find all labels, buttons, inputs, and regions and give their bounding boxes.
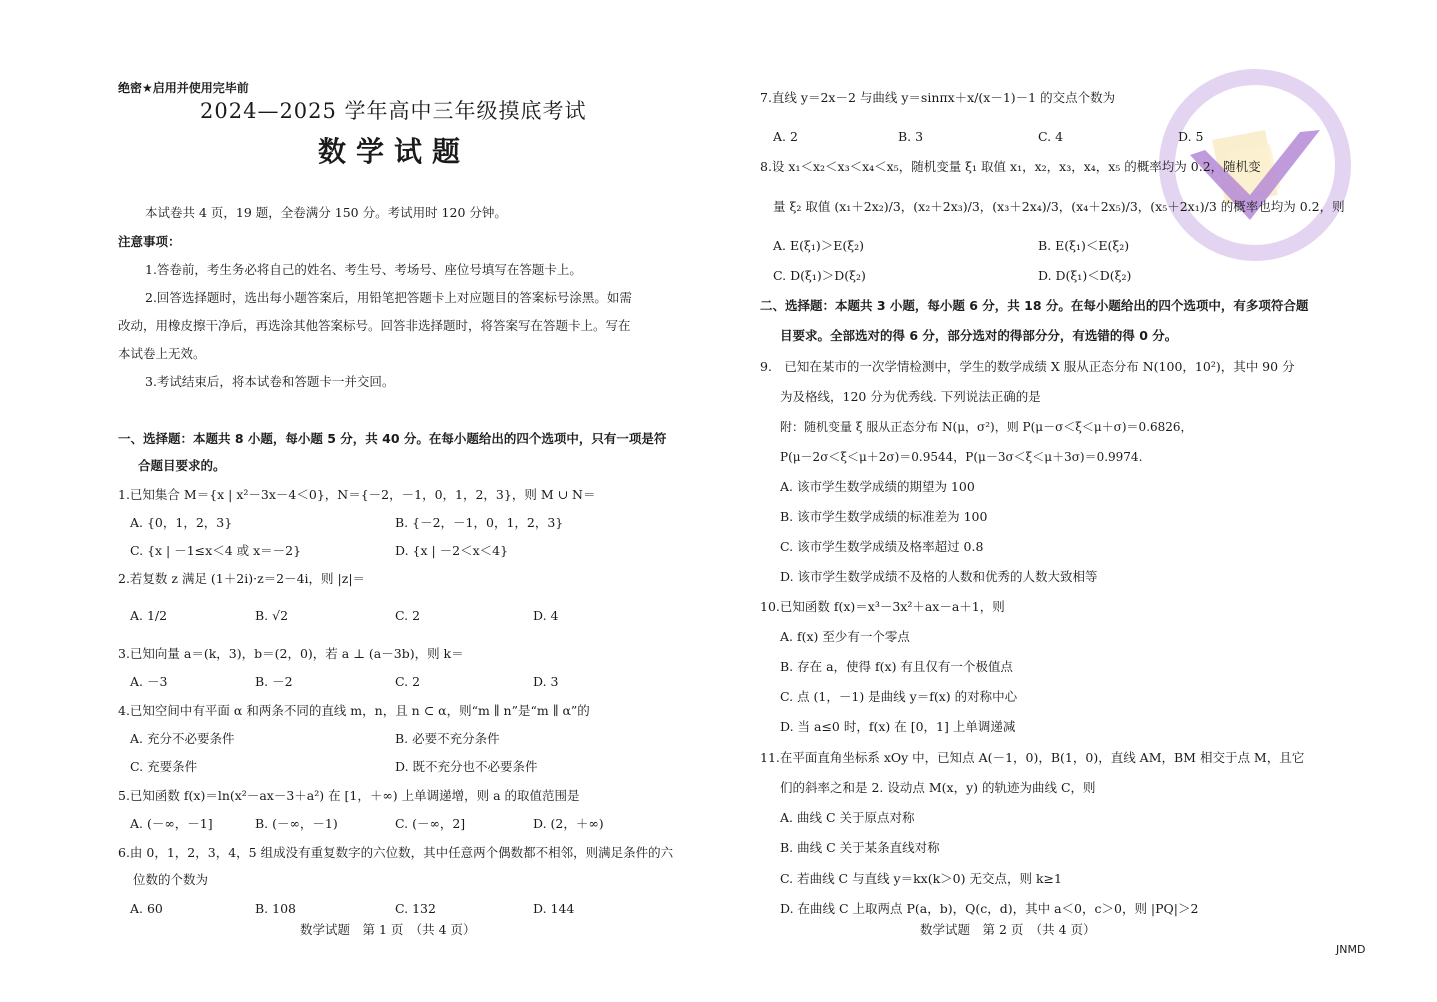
option: A. 充分不必要条件: [130, 731, 235, 746]
intro-text: 本试卷共 4 页，19 题，全卷满分 150 分。考试用时 120 分钟。: [145, 205, 507, 220]
question-11: 11.在平面直角坐标系 xOy 中，已知点 A(－1，0)，B(1，0)，直线 AM，BM 相交于点 M，且它: [760, 750, 1305, 765]
option: D. 该市学生数学成绩不及格的人数和优秀的人数大致相等: [780, 569, 1098, 584]
section-heading: 一、选择题：本题共 8 小题，每小题 5 分，共 40 分。在每小题给出的四个选项中，只有一项是符: [118, 431, 667, 446]
option: D. 144: [533, 901, 575, 916]
option: D. D(ξ₁)＜D(ξ₂): [1038, 268, 1132, 283]
option: D. {x | －2＜x＜4}: [395, 543, 509, 558]
corner-mark: JNMD: [1336, 943, 1366, 956]
question-3: 3.已知向量 a＝(k，3)，b＝(2，0)，若 a ⊥ (a－3b)，则 k＝: [118, 646, 464, 661]
question-7: 7.直线 y＝2x－2 与曲线 y＝sinπx＋x/(x－1)－1 的交点个数为: [760, 90, 1116, 105]
option: C. 2: [395, 608, 421, 623]
question-1: 1.已知集合 M＝{x | x²－3x－4＜0}，N＝{－2，－1，0，1，2，3}，则 M ∪ N＝: [118, 487, 596, 502]
section-heading: 目要求。全部选对的得 6 分，部分选对的得部分分，有选错的得 0 分。: [780, 328, 1178, 343]
section-heading: 二、选择题：本题共 3 小题，每小题 6 分，共 18 分。在每小题给出的四个选项中，有多项符合题: [760, 298, 1309, 313]
option: B. 3: [898, 129, 924, 144]
option: B. 必要不充分条件: [395, 731, 500, 746]
option: A. －3: [130, 674, 168, 689]
option: C. D(ξ₁)＞D(ξ₂): [773, 268, 866, 283]
notice-item: 1.答卷前，考生务必将自己的姓名、考生号、考场号、座位号填写在答题卡上。: [145, 262, 582, 277]
page-left: [0, 0, 718, 1002]
question-9-note: 附：随机变量 ξ 服从正态分布 N(μ，σ²)，则 P(μ－σ＜ξ＜μ＋σ)＝0.6826，: [780, 420, 1193, 434]
option: B. 曲线 C 关于某条直线对称: [780, 840, 940, 855]
question-9-note: P(μ－2σ＜ξ＜μ＋2σ)＝0.9544，P(μ－3σ＜ξ＜μ＋3σ)＝0.9974.: [780, 450, 1143, 464]
question-4: 4.已知空间中有平面 α 和两条不同的直线 m，n，且 n ⊂ α，则“m ∥ n”是“m ∥ α”的: [118, 703, 590, 718]
option: B. 存在 a，使得 f(x) 有且仅有一个极值点: [780, 659, 1013, 674]
question-11-cont: 们的斜率之和是 2. 设动点 M(x，y) 的轨迹为曲线 C，则: [780, 780, 1096, 795]
option: D. 3: [533, 674, 559, 689]
option: D. 当 a≤0 时，f(x) 在 [0，1] 上单调递减: [780, 719, 1016, 734]
option: D. 4: [533, 608, 559, 623]
page-footer: 数学试题 第 1 页 （共 4 页）: [300, 922, 476, 937]
option: C. {x | －1≤x＜4 或 x＝－2}: [130, 543, 302, 558]
option: A. f(x) 至少有一个零点: [780, 629, 910, 644]
question-10: 10.已知函数 f(x)＝x³－3x²＋ax－a＋1，则: [760, 599, 1005, 614]
option: C. 该市学生数学成绩及格率超过 0.8: [780, 539, 984, 554]
option: A. (－∞，－1]: [130, 816, 213, 831]
option: A. E(ξ₁)＞E(ξ₂): [773, 238, 865, 253]
option: A. 2: [773, 129, 798, 144]
exam-subject: 数学试题: [318, 135, 471, 168]
option: A. {0，1，2，3}: [130, 515, 233, 530]
option: C. 若曲线 C 与直线 y＝kx(k＞0) 无交点，则 k≥1: [780, 871, 1062, 886]
option: A. 该市学生数学成绩的期望为 100: [780, 479, 975, 494]
option: C. 2: [395, 674, 421, 689]
option: C. (－∞，2]: [395, 816, 466, 831]
option: B. 该市学生数学成绩的标准差为 100: [780, 509, 988, 524]
page-right: [718, 0, 1437, 1002]
option: B. (－∞，－1): [255, 816, 338, 831]
notice-item: 本试卷上无效。: [118, 346, 206, 361]
option: D. 在曲线 C 上取两点 P(a，b)，Q(c，d)，其中 a＜0，c＞0，则 |PQ|＞2: [780, 901, 1199, 916]
question-5: 5.已知函数 f(x)＝ln(x²－ax－3＋a²) 在 [1，＋∞) 上单调递增，则 a 的取值范围是: [118, 788, 580, 803]
notice-heading: 注意事项：: [118, 234, 181, 249]
option: A. 1/2: [130, 608, 168, 623]
question-9-cont: 为及格线，120 分为优秀线. 下列说法正确的是: [780, 389, 1041, 404]
question-8-cont: 量 ξ₂ 取值 (x₁＋2x₂)/3，(x₂＋2x₃)/3，(x₃＋2x₄)/3，(x₄＋2x₅)/3，(x₅＋2x₁)/3 的概率也均为 0.2，则: [773, 199, 1345, 214]
section-heading: 合题目要求的。: [138, 458, 226, 473]
option: B. √2: [255, 608, 289, 623]
question-2: 2.若复数 z 满足 (1＋2i)·z＝2－4i，则 |z|＝: [118, 571, 366, 586]
question-6-cont: 位数的个数为: [133, 872, 209, 887]
question-8: 8.设 x₁＜x₂＜x₃＜x₄＜x₅，随机变量 ξ₁ 取值 x₁，x₂，x₃，x₄，x₅ 的概率均为 0.2，随机变: [760, 159, 1261, 174]
option: B. E(ξ₁)＜E(ξ₂): [1038, 238, 1130, 253]
option: C. 充要条件: [130, 759, 198, 774]
option: D. 5: [1178, 129, 1204, 144]
notice-item: 3.考试结束后，将本试卷和答题卡一并交回。: [145, 374, 395, 389]
option: C. 4: [1038, 129, 1064, 144]
option: B. {－2，－1，0，1，2，3}: [395, 515, 564, 530]
option: C. 点 (1，－1) 是曲线 y＝f(x) 的对称中心: [780, 689, 1018, 704]
notice-item: 2.回答选择题时，选出每小题答案后，用铅笔把答题卡上对应题目的答案标号涂黑。如需: [145, 290, 632, 305]
option: C. 132: [395, 901, 436, 916]
confidential-mark: 绝密★启用并使用完毕前: [118, 81, 249, 95]
option: A. 曲线 C 关于原点对称: [780, 810, 915, 825]
option: D. (2，＋∞): [533, 816, 604, 831]
exam-title: 2024—2025 学年高中三年级摸底考试: [200, 99, 587, 123]
notice-item: 改动，用橡皮擦干净后，再选涂其他答案标号。回答非选择题时，将答案写在答题卡上。写在: [118, 318, 631, 333]
option: B. 108: [255, 901, 296, 916]
option: A. 60: [130, 901, 163, 916]
page-footer: 数学试题 第 2 页 （共 4 页）: [920, 922, 1096, 937]
option: B. －2: [255, 674, 293, 689]
option: D. 既不充分也不必要条件: [395, 759, 538, 774]
question-9: 9. 已知在某市的一次学情检测中，学生的数学成绩 X 服从正态分布 N(100，10²)，其中 90 分: [760, 359, 1295, 374]
question-6: 6.由 0，1，2，3，4，5 组成没有重复数字的六位数，其中任意两个偶数都不相邻，则满足条件的六: [118, 845, 674, 860]
